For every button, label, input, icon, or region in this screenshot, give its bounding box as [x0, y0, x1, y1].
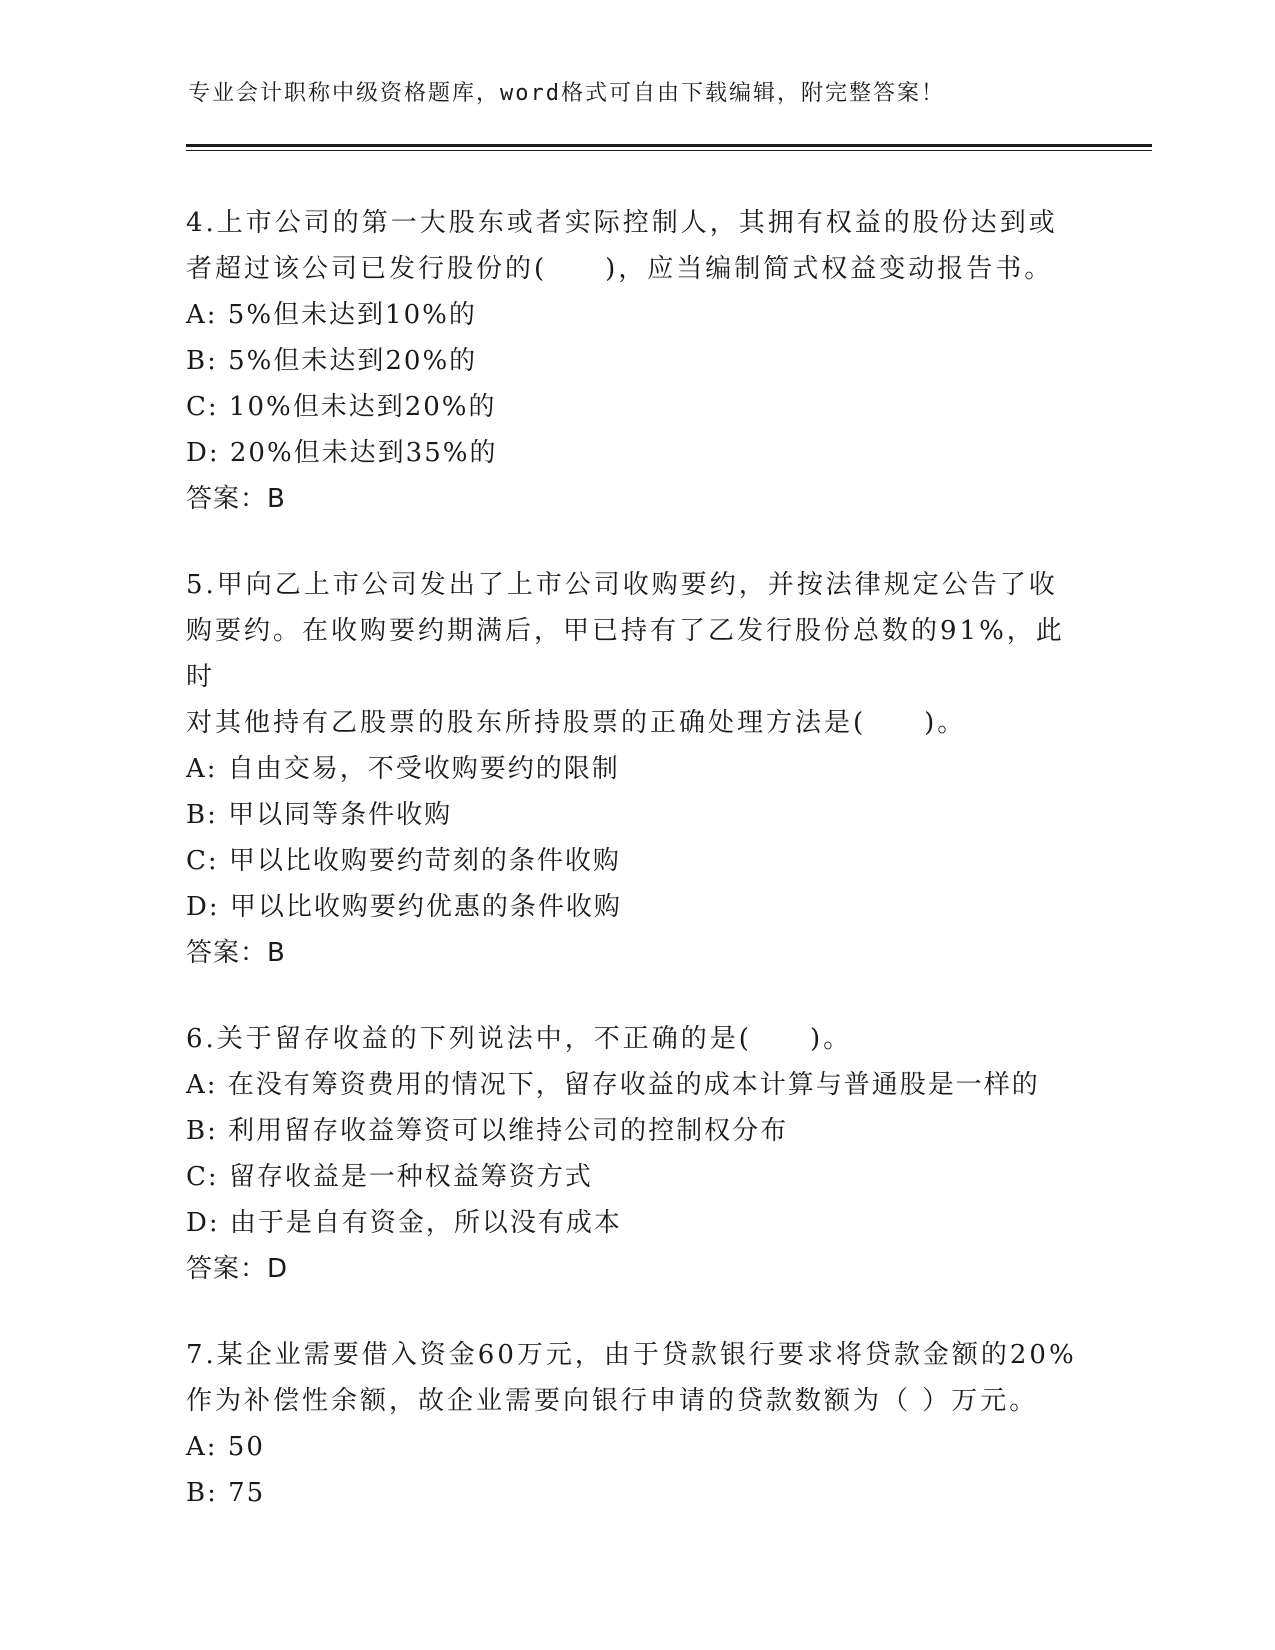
- option-b: B: 甲以同等条件收购: [186, 800, 453, 830]
- option-a: A: 50: [186, 1432, 265, 1462]
- question-stem-line: 对其他持有乙股票的股东所持股票的正确处理方法是( )。: [186, 708, 967, 738]
- option-a: A: 自由交易，不受收购要约的限制: [186, 754, 620, 784]
- question-list: [186, 200, 1086, 1556]
- option-d: D: 由于是自有资金，所以没有成本: [186, 1208, 622, 1238]
- question-stem-line: 6.关于留存收益的下列说法中，不正确的是( )。: [186, 1024, 853, 1054]
- question-4: [186, 200, 1086, 522]
- option-b: B: 75: [186, 1478, 266, 1508]
- option-b: B: 利用留存收益筹资可以维持公司的控制权分布: [186, 1116, 789, 1146]
- question-stem-line: 者超过该公司已发行股份的( )，应当编制简式权益变动报告书。: [186, 254, 1054, 284]
- question-5: [186, 562, 1086, 976]
- option-a: A: 5%但未达到10%的: [186, 300, 477, 330]
- answer-text: 答案：B: [186, 938, 286, 968]
- header-divider-thick: [186, 144, 1152, 147]
- header-divider-thin: [186, 150, 1152, 151]
- option-c: C: 甲以比收购要约苛刻的条件收购: [186, 846, 621, 876]
- option-c: C: 10%但未达到20%的: [186, 392, 497, 422]
- question-stem-line: 4.上市公司的第一大股东或者实际控制人，其拥有权益的股份达到或: [186, 208, 1058, 238]
- answer-text: 答案：B: [186, 484, 286, 514]
- option-a: A: 在没有筹资费用的情况下，留存收益的成本计算与普通股是一样的: [186, 1070, 1040, 1100]
- option-c: C: 留存收益是一种权益筹资方式: [186, 1162, 593, 1192]
- question-stem-line: 购要约。在收购要约期满后，甲已持有了乙发行股份总数的91%，此时: [186, 616, 1065, 692]
- question-stem-line: 作为补偿性余额，故企业需要向银行申请的贷款数额为（ ）万元。: [186, 1386, 1039, 1416]
- question-7: [186, 1332, 1086, 1516]
- page-header-text: 专业会计职称中级资格题库，word格式可自由下载编辑，附完整答案！: [188, 81, 945, 106]
- question-stem-line: 5.甲向乙上市公司发出了上市公司收购要约，并按法律规定公告了收: [186, 570, 1058, 600]
- option-d: D: 甲以比收购要约优惠的条件收购: [186, 892, 622, 922]
- option-b: B: 5%但未达到20%的: [186, 346, 478, 376]
- question-6: [186, 1016, 1086, 1292]
- option-d: D: 20%但未达到35%的: [186, 438, 498, 468]
- question-stem-line: 7.某企业需要借入资金60万元，由于贷款银行要求将贷款金额的20%: [186, 1340, 1077, 1370]
- answer-text: 答案：D: [186, 1254, 289, 1284]
